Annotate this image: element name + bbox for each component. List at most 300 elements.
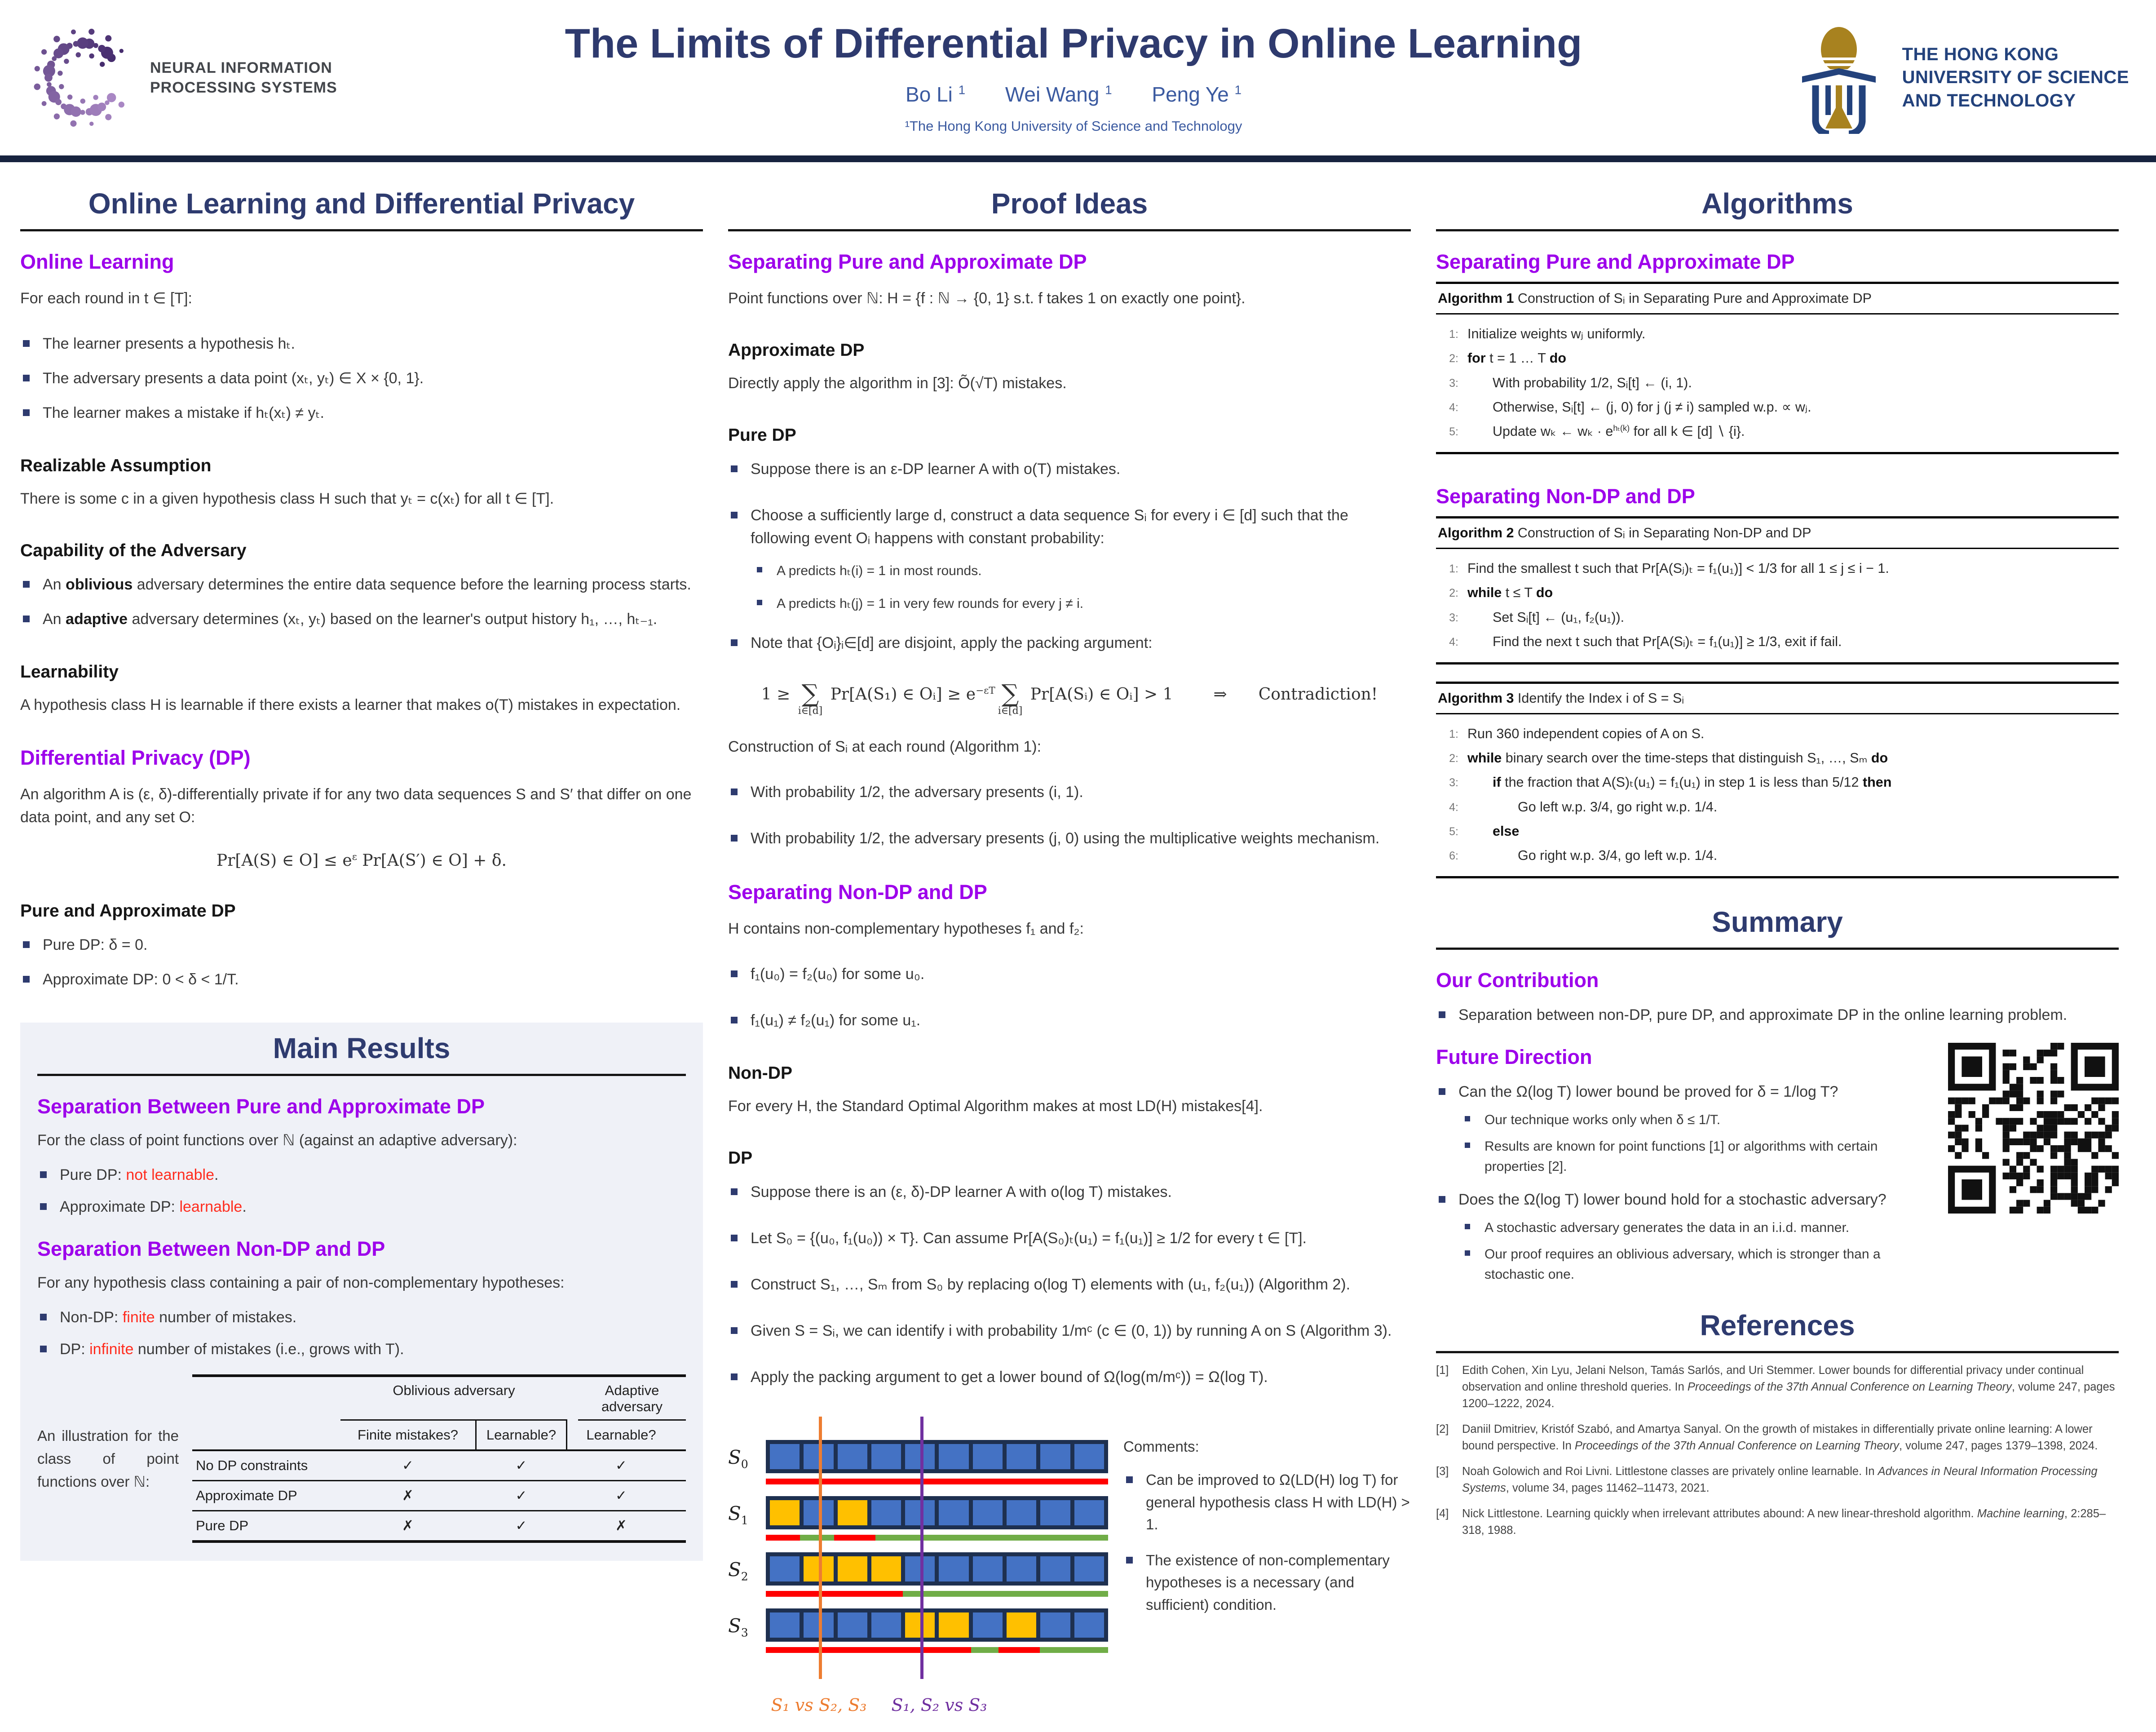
- hkust-logo: [1779, 22, 2129, 134]
- algorithm-line: [1436, 584, 2119, 602]
- reference-text: , volume 247, pages 1200–1222, 2024.: [1462, 1381, 2115, 1410]
- data-element-cell: [939, 1500, 968, 1525]
- table-header-learnable-oblivious: Learnable?: [475, 1421, 567, 1449]
- prediction-underline: [766, 1647, 1108, 1653]
- online-learning-bullets: [20, 321, 703, 436]
- equation-segment: Pr[A(S) ∈ O] ≤ e: [216, 851, 352, 870]
- algorithm-line: [1436, 608, 2119, 627]
- text-segment: Pure DP:: [60, 1166, 126, 1183]
- line-number: 5:: [1449, 825, 1458, 838]
- row-label-pure-dp: Pure DP: [196, 1518, 249, 1533]
- bullet-item: The existence of non-complementary hypotheses is a necessary (and sufficient) condition.: [1123, 1549, 1411, 1616]
- keyword-do: do: [1871, 750, 1888, 766]
- sub-bullet-item: Our proof requires an oblivious adversary, which is stronger than a stochastic one.: [1462, 1244, 1930, 1285]
- green-segment: [1040, 1647, 1108, 1653]
- reference-text: Edith Cohen, Xin Lyu, Jelani Nelson, Tamás Sarlós, and Uri Stemmer. Lower bounds for differential privacy under continual observation and online threshold queries. In: [1462, 1364, 2084, 1394]
- heading-approximate-dp: Approximate DP: [728, 341, 865, 360]
- data-element-cell: [770, 1444, 800, 1469]
- bullet-item: The adversary presents a data point (xₜ, yₜ) ∈ X × {0, 1}.: [20, 367, 703, 390]
- sequence-label: $S_3$: [728, 1615, 748, 1639]
- section-rule: [1436, 1351, 2119, 1353]
- sigma-glyph: ∑: [801, 679, 819, 708]
- algorithm-line: [1436, 559, 2119, 578]
- online-learning-intro: For each round in t ∈ [T]:: [20, 290, 192, 307]
- line-text: Run 360 independent copies of A on S.: [1467, 726, 1705, 742]
- author-name: Peng Ye: [1152, 82, 1229, 106]
- section-title-main-results: Main Results: [273, 1032, 451, 1064]
- algorithm-caption: Identify the Index i of S = Sᵢ: [1514, 690, 1684, 706]
- table-group-adaptive: Adaptive adversary: [578, 1377, 686, 1421]
- author: [1152, 83, 1241, 106]
- sub-bullet-item: Our technique works only when δ ≤ 1/T.: [1462, 1110, 1930, 1130]
- bullet-item: Let S₀ = {(u₀, f₁(u₀)) × T}. Can assume Pr[A(S₀)ₜ(u₁) = f₁(u₁)] ≥ 1/2 for every t ∈ [T].: [728, 1227, 1411, 1250]
- split-label-2: S₁, S₂ vs S₃: [891, 1695, 987, 1715]
- heading-separation-pure-approx: Separation Between Pure and Approximate DP: [37, 1095, 485, 1118]
- algorithm-label: Algorithm 2: [1438, 525, 1514, 541]
- section-title-references: References: [1700, 1309, 1855, 1342]
- non-dp-text: For every H, the Standard Optimal Algorithm makes at most LD(H) mistakes[4].: [728, 1098, 1263, 1115]
- algorithm-2-title: [1436, 518, 2119, 549]
- heading-pure-approx-dp: Pure and Approximate DP: [20, 901, 236, 921]
- line-text: for all k ∈ [d] ∖ {i}.: [1630, 423, 1745, 439]
- line-number: 2:: [1449, 752, 1458, 765]
- cell-check: ✓: [515, 1488, 527, 1503]
- bullet-item: Approximate DP: 0 < δ < 1/T.: [20, 968, 703, 991]
- data-element-cell: [838, 1444, 867, 1469]
- line-text: Go right w.p. 3/4, go left w.p. 1/4.: [1518, 847, 1718, 863]
- separation1-intro: For the class of point functions over ℕ (against an adaptive adversary):: [37, 1132, 517, 1149]
- cell-check: ✓: [402, 1457, 414, 1473]
- table-group-oblivious: Oblivious adversary: [340, 1377, 567, 1421]
- summation: [798, 679, 823, 717]
- bullet-item: Can the Ω(log T) lower bound be proved for δ = 1/log T?: [1436, 1081, 1930, 1103]
- reference-item: [1436, 1463, 2119, 1497]
- bullet-item: [20, 608, 703, 631]
- algorithm-line: [1436, 349, 2119, 368]
- line-number: 2:: [1449, 352, 1458, 365]
- text-segment: Non-DP:: [60, 1309, 123, 1326]
- data-element-cell: [1040, 1556, 1070, 1581]
- data-element-cell: [1007, 1444, 1036, 1469]
- section-rule: [37, 1074, 686, 1076]
- line-number: 1:: [1449, 563, 1458, 576]
- data-element-cell: [973, 1612, 1003, 1638]
- data-element-cell: [871, 1612, 901, 1638]
- line-text: Find the next t such that Pr[A(Sᵢ)ₜ = f₁(u₁)] ≥ 1/3, exit if fail.: [1493, 633, 1842, 649]
- line-number: 4:: [1449, 401, 1458, 414]
- summation: [998, 679, 1023, 717]
- table-header-cell: [192, 1429, 340, 1441]
- illustration-caption: An illustration for the class of point functions over ℕ:: [37, 1427, 179, 1490]
- section-rule: [728, 229, 1411, 231]
- line-number: 6:: [1449, 849, 1458, 862]
- reference-text: , volume 247, pages 1379–1398, 2024.: [1899, 1439, 2098, 1452]
- author-affil-mark: 1: [1234, 83, 1241, 97]
- reference-number: [3]: [1436, 1465, 1449, 1478]
- data-element-cell: [1074, 1444, 1104, 1469]
- bullet-item: With probability 1/2, the adversary presents (j, 0) using the multiplicative weights mechanism.: [728, 827, 1411, 850]
- data-element-cell: [1074, 1612, 1104, 1638]
- prediction-underline: [766, 1591, 1108, 1597]
- heading-dp: DP: [728, 1148, 753, 1168]
- text-segment: adversary determines the entire data sequence before the learning process starts.: [133, 576, 691, 593]
- red-segment: [766, 1535, 800, 1541]
- table-header-learnable-adaptive: Learnable?: [586, 1427, 656, 1443]
- table-corner-cell: [192, 1377, 340, 1421]
- data-element-cell: [973, 1556, 1003, 1581]
- result-learnable: learnable: [179, 1198, 243, 1215]
- results-table: [192, 1374, 686, 1543]
- red-segment: [766, 1479, 1108, 1484]
- table-row: [192, 1510, 686, 1540]
- section-title-algorithms: Algorithms: [1701, 187, 1853, 220]
- heading-separating-pure-approx: Separating Pure and Approximate DP: [728, 250, 1087, 273]
- line-number: 3:: [1449, 776, 1458, 789]
- data-element-cell: [770, 1556, 800, 1581]
- data-element-cell: [1040, 1612, 1070, 1638]
- data-element-cell: [939, 1444, 968, 1469]
- figure-comments: [1123, 1417, 1411, 1732]
- algorithm-label: Algorithm 1: [1438, 291, 1514, 306]
- section-rule: [20, 229, 703, 231]
- line-text: Initialize weights wⱼ uniformly.: [1467, 326, 1646, 342]
- sequence-stack: [766, 1608, 1108, 1653]
- equation-segment: Pr[A(Sᵢ) ∈ Oᵢ] > 1: [1025, 685, 1173, 704]
- keyword-for: for: [1467, 350, 1486, 366]
- algorithm-line: [1436, 374, 2119, 392]
- purple-split-line: [920, 1417, 923, 1679]
- table-row: [192, 1451, 686, 1480]
- neurips-logo-text: [150, 58, 337, 97]
- algorithm-line: [1436, 325, 2119, 343]
- heading-our-contribution: Our Contribution: [1436, 969, 1599, 992]
- line-superscript: hₜ(k): [1613, 423, 1630, 433]
- section-title-proof-ideas: Proof Ideas: [991, 187, 1148, 220]
- red-segment: [766, 1647, 971, 1653]
- bullet-item: Construct S₁, …, Sₘ from S₀ by replacing o(log T) elements with (u₁, f₂(u₁)) (Algorithm 2).: [728, 1273, 1411, 1296]
- replaced-element-cell: [1007, 1612, 1036, 1638]
- line-text: Update wₖ ← wₖ · e: [1493, 423, 1613, 439]
- author: [1005, 83, 1112, 106]
- line-text: binary search over the time-steps that distinguish S₁, …, Sₘ: [1502, 750, 1871, 766]
- sequence-bars: [728, 1417, 1123, 1732]
- text-segment: .: [214, 1166, 219, 1183]
- text-segment: .: [242, 1198, 247, 1215]
- line-text: With probability 1/2, Sᵢ[t] ← (i, 1).: [1493, 375, 1692, 390]
- algorithm-caption: Construction of Sᵢ in Separating Pure and Approximate DP: [1514, 291, 1872, 306]
- line-number: 4:: [1449, 635, 1458, 648]
- bullet-item: Apply the packing argument to get a lower bound of Ω(log(m/mᶜ)) = Ω(log T).: [728, 1366, 1411, 1389]
- line-text: Go left w.p. 3/4, go right w.p. 1/4.: [1518, 799, 1718, 815]
- future-direction-bullets: [1436, 1081, 1930, 1285]
- qr-code: [1948, 1043, 2119, 1214]
- result-not-learnable: not learnable: [126, 1166, 214, 1183]
- line-number: 4:: [1449, 801, 1458, 814]
- noncomplementary-intro: H contains non-complementary hypotheses f₁ and f₂:: [728, 920, 1084, 938]
- heading-realizable-assumption: Realizable Assumption: [20, 456, 212, 475]
- heading-differential-privacy: Differential Privacy (DP): [20, 746, 251, 769]
- column-middle: [728, 180, 1411, 1715]
- keyword-if: if: [1493, 775, 1501, 790]
- references-list: [1436, 1362, 2119, 1539]
- reference-venue: Proceedings of the 37th Annual Conference on Learning Theory: [1687, 1381, 2012, 1394]
- line-number: 3:: [1449, 377, 1458, 390]
- sequence-stack: [766, 1552, 1108, 1597]
- sequence-figure: [728, 1417, 1411, 1732]
- bullet-item: [37, 1338, 686, 1361]
- cell-check: ✓: [615, 1457, 627, 1473]
- green-segment: [800, 1535, 834, 1541]
- bullet-item: f₁(u₁) ≠ f₂(u₁) for some u₁.: [728, 1009, 1411, 1032]
- table-header-row: [192, 1421, 686, 1451]
- reference-text: Nick Littlestone. Learning quickly when irrelevant attributes abound: A new linear-threshold algorithm.: [1462, 1507, 1977, 1520]
- result-finite: finite: [122, 1309, 155, 1326]
- bullet-item: [37, 1306, 686, 1329]
- sequence-bar: [766, 1552, 1108, 1586]
- line-number: 1:: [1449, 328, 1458, 341]
- heading-algo-pure-approx: Separating Pure and Approximate DP: [1436, 250, 1795, 273]
- sequence-stack: [766, 1440, 1108, 1484]
- sequence-row: [728, 1552, 1123, 1597]
- equation-conclusion: Contradiction!: [1258, 685, 1378, 704]
- bullet-item: Can be improved to Ω(LD(H) log T) for general hypothesis class H with LD(H) > 1.: [1123, 1469, 1411, 1536]
- line-number: 2:: [1449, 587, 1458, 600]
- summary-section: [1436, 890, 2119, 1291]
- algorithm-line: [1436, 633, 2119, 651]
- poster-header: [0, 0, 2156, 155]
- heading-non-dp: Non-DP: [728, 1063, 792, 1083]
- emphasis-oblivious: oblivious: [66, 576, 133, 593]
- illustration-row: [37, 1374, 686, 1543]
- table-row: [192, 1480, 686, 1510]
- heading-learnability: Learnability: [20, 662, 119, 682]
- algorithm-line: [1436, 822, 2119, 841]
- line-number: 1:: [1449, 728, 1458, 741]
- bullet-item: The learner makes a mistake if hₜ(xₜ) ≠ yₜ.: [20, 402, 703, 425]
- replaced-element-cell: [838, 1500, 867, 1525]
- line-number: 3:: [1449, 611, 1458, 624]
- reference-number: [4]: [1436, 1507, 1449, 1520]
- red-segment: [834, 1535, 875, 1541]
- sub-bullet-item: A predicts hₜ(j) = 1 in very few rounds for every j ≠ i.: [754, 594, 1411, 614]
- author-affil-mark: 1: [958, 83, 966, 97]
- reference-text: , 2:285–318, 1988.: [1462, 1507, 2106, 1537]
- keyword-do: do: [1549, 350, 1567, 366]
- data-element-cell: [1007, 1556, 1036, 1581]
- bullet-item: Given S = Sᵢ, we can identify i with probability 1/mᶜ (c ∈ (0, 1)) by running A on S (Algorithm 3).: [728, 1320, 1411, 1342]
- data-element-cell: [838, 1612, 867, 1638]
- algorithm-line: [1436, 749, 2119, 767]
- bullet-item: The learner presents a hypothesis hₜ.: [20, 332, 703, 355]
- bullet-item: Note that {Oᵢ}ᵢ∈[d] are disjoint, apply the packing argument:: [728, 632, 1411, 655]
- line-text: t = 1 … T: [1485, 350, 1550, 366]
- summation-index: i∈[d]: [798, 705, 823, 717]
- author-affil-mark: 1: [1105, 83, 1112, 97]
- table-header-finite-mistakes: Finite mistakes?: [358, 1427, 458, 1443]
- author-name: Wei Wang: [1005, 82, 1100, 106]
- algorithm-1-box: [1436, 282, 2119, 454]
- equation-superscript: ε: [352, 851, 357, 863]
- learnability-text: A hypothesis class H is learnable if there exists a learner that makes o(T) mistakes in expectation.: [20, 696, 681, 713]
- reference-venue: Proceedings of the 37th Annual Conference on Learning Theory: [1574, 1439, 1899, 1452]
- data-element-cell: [1074, 1500, 1104, 1525]
- emphasis-adaptive: adaptive: [66, 611, 128, 628]
- authors-line: [368, 82, 1779, 106]
- algorithm-line: [1436, 398, 2119, 416]
- summation-index: i∈[d]: [998, 705, 1023, 717]
- pure-approx-bullets: [20, 922, 703, 1003]
- bullet-item: [37, 1196, 686, 1218]
- reference-item: [1436, 1421, 2119, 1454]
- reference-text: , volume 34, pages 11462–11473, 2021.: [1506, 1481, 1710, 1494]
- sequence-stack: [766, 1496, 1108, 1541]
- bullet-item: f₁(u₀) = f₂(u₀) for some u₀.: [728, 963, 1411, 986]
- section-title-summary: Summary: [1712, 906, 1843, 939]
- text-segment: DP:: [60, 1341, 90, 1358]
- sigma-glyph: ∑: [1001, 679, 1019, 708]
- prediction-underline: [766, 1535, 1108, 1541]
- cell-cross: ✗: [615, 1518, 627, 1533]
- heading-pure-dp: Pure DP: [728, 425, 796, 445]
- cell-cross: ✗: [402, 1518, 414, 1533]
- hkust-crest-icon: [1787, 22, 1891, 134]
- algorithm-label: Algorithm 3: [1438, 690, 1514, 706]
- text-segment: number of mistakes (i.e., grows with T).: [133, 1341, 404, 1358]
- data-element-cell: [1040, 1500, 1070, 1525]
- section-title-online-learning-dp: Online Learning and Differential Privacy: [88, 187, 635, 220]
- algorithm-line: [1436, 422, 2119, 441]
- sub-bullet-item: A predicts hₜ(i) = 1 in most rounds.: [754, 561, 1411, 581]
- keyword-do: do: [1536, 585, 1553, 601]
- equation-superscript: −εT: [976, 685, 995, 697]
- sequence-label: $S_0$: [728, 1446, 748, 1471]
- line-number: 5:: [1449, 425, 1458, 438]
- algorithm-caption: Construction of Sᵢ in Separating Non-DP and DP: [1514, 525, 1811, 541]
- heading-algo-nondp-dp: Separating Non-DP and DP: [1436, 485, 1695, 508]
- sequence-label: $S_1$: [728, 1502, 748, 1527]
- row-label-no-dp: No DP constraints: [196, 1457, 308, 1473]
- heading-online-learning: Online Learning: [20, 250, 174, 273]
- implies-arrow: ⇒: [1213, 685, 1227, 704]
- realizable-text: There is some c in a given hypothesis class H such that yₜ = c(xₜ) for all t ∈ [T].: [20, 490, 554, 507]
- keyword-else: else: [1493, 823, 1520, 839]
- split-label-1: S₁ vs S₂, S₃: [771, 1695, 867, 1715]
- bullet-item: Suppose there is an (ε, δ)-DP learner A with o(log T) mistakes.: [728, 1181, 1411, 1204]
- reference-text: Noah Golowich and Roi Livni. Littlestone classes are privately online learnable. In: [1462, 1465, 1878, 1478]
- line-text: Otherwise, Sᵢ[t] ← (j, 0) for j (j ≠ i) sampled w.p. ∝ wⱼ.: [1493, 399, 1811, 415]
- text-segment: adversary determines (xₜ, yₜ) based on the learner's output history h₁, …, hₜ₋₁.: [128, 611, 658, 628]
- algorithm-line: [1436, 798, 2119, 816]
- replaced-element-cell: [871, 1556, 901, 1581]
- equation-segment: 1 ≥: [761, 685, 795, 704]
- heading-separating-nondp-dp: Separating Non-DP and DP: [728, 881, 987, 904]
- neurips-logo: [27, 22, 368, 134]
- row-label-approx-dp: Approximate DP: [196, 1488, 297, 1503]
- text-segment: Approximate DP:: [60, 1198, 180, 1215]
- figure-rows: [728, 1440, 1123, 1653]
- bullet-item: Does the Ω(log T) lower bound hold for a stochastic adversary?: [1436, 1188, 1930, 1211]
- comments-heading: Comments:: [1123, 1438, 1199, 1455]
- cell-check: ✓: [515, 1457, 527, 1473]
- section-rule: [1436, 948, 2119, 950]
- sequence-bar: [766, 1608, 1108, 1642]
- bullet-item: [37, 1164, 686, 1187]
- poster-title: The Limits of Differential Privacy in Online Learning: [565, 21, 1582, 67]
- hkust-logo-text: [1902, 43, 2129, 112]
- header-center: [368, 21, 1779, 134]
- data-element-cell: [1007, 1500, 1036, 1525]
- construction-intro: Construction of Sᵢ at each round (Algorithm 1):: [728, 738, 1042, 756]
- algorithm-2-box: [1436, 516, 2119, 664]
- text-segment: An: [43, 611, 66, 628]
- separation2-intro: For any hypothesis class containing a pair of non-complementary hypotheses:: [37, 1274, 565, 1291]
- red-segment: [998, 1647, 1039, 1653]
- heading-future-direction: Future Direction: [1436, 1045, 1592, 1069]
- bullet-item: Separation between non-DP, pure DP, and approximate DP in the online learning problem.: [1436, 1004, 2119, 1027]
- text-segment: number of mistakes.: [155, 1309, 297, 1326]
- text-segment: An: [43, 576, 66, 593]
- line-text: the fraction that A(S)ₜ(u₁) = f₁(u₁) in step 1 is less than 5/12: [1501, 775, 1863, 790]
- equation-segment: Pr[A(S′) ∈ O] + δ.: [357, 851, 507, 870]
- reference-number: [2]: [1436, 1423, 1449, 1435]
- green-segment: [903, 1591, 1108, 1597]
- poster-columns: [20, 180, 2136, 1715]
- neurips-logo-line2: PROCESSING SYSTEMS: [150, 79, 337, 96]
- line-text: Set Sᵢ[t] ← (u₁, f₂(u₁)).: [1493, 609, 1625, 625]
- keyword-while: while: [1467, 750, 1502, 766]
- packing-argument-equation: [728, 678, 1411, 717]
- reference-venue: Machine learning: [1977, 1507, 2064, 1520]
- algorithm-1-title: [1436, 284, 2119, 315]
- sequence-row: [728, 1496, 1123, 1541]
- prediction-underline: [766, 1479, 1108, 1484]
- replaced-element-cell: [770, 1500, 800, 1525]
- sequence-bar: [766, 1440, 1108, 1473]
- line-text: t ≤ T: [1502, 585, 1536, 601]
- algorithm-line: [1436, 846, 2119, 865]
- bullet-item: [20, 573, 703, 596]
- replaced-element-cell: [939, 1612, 968, 1638]
- author-name: Bo Li: [906, 82, 953, 106]
- data-element-cell: [973, 1500, 1003, 1525]
- data-element-cell: [871, 1500, 901, 1525]
- green-segment: [971, 1647, 998, 1653]
- bullet-item: Suppose there is an ε-DP learner A with o(T) mistakes.: [728, 458, 1411, 481]
- reference-item: [1436, 1362, 2119, 1412]
- hkust-logo-line3: AND TECHNOLOGY: [1902, 90, 2076, 111]
- table-group-header-row: [192, 1377, 686, 1421]
- algorithm-3-title: [1436, 684, 2119, 714]
- dp-definition-equation: [20, 851, 703, 870]
- data-element-cell: [770, 1612, 800, 1638]
- orange-split-line: [819, 1417, 822, 1679]
- hkust-logo-line1: THE HONG KONG: [1902, 44, 2059, 65]
- algorithm-3-body: [1436, 714, 2119, 876]
- line-text: Find the smallest t such that Pr[A(Sⱼ)ₜ = f₁(u₁)] < 1/3 for all 1 ≤ j ≤ i − 1.: [1467, 561, 1889, 576]
- neurips-swirl-icon: [27, 22, 139, 134]
- reference-venue: Advances in Neural Information Processing Systems: [1462, 1465, 2098, 1494]
- green-segment: [875, 1535, 1108, 1541]
- neurips-logo-line1: NEURAL INFORMATION: [150, 59, 332, 76]
- hkust-logo-line2: UNIVERSITY OF SCIENCE: [1902, 67, 2129, 88]
- reference-text: Daniil Dmitriev, Kristóf Szabó, and Amartya Sanyal. On the growth of mistakes in differentially private online learning: A lower bound perspective. In: [1462, 1423, 2093, 1452]
- point-functions-text: Point functions over ℕ: H = {f : ℕ → {0, 1} s.t. f takes 1 on exactly one point}.: [728, 290, 1246, 307]
- algorithm-line: [1436, 725, 2119, 743]
- bullet-item: With probability 1/2, the adversary presents (i, 1).: [728, 781, 1411, 804]
- keyword-then: then: [1862, 775, 1892, 790]
- bullet-item: Pure DP: δ = 0.: [20, 934, 703, 957]
- data-element-cell: [1074, 1556, 1104, 1581]
